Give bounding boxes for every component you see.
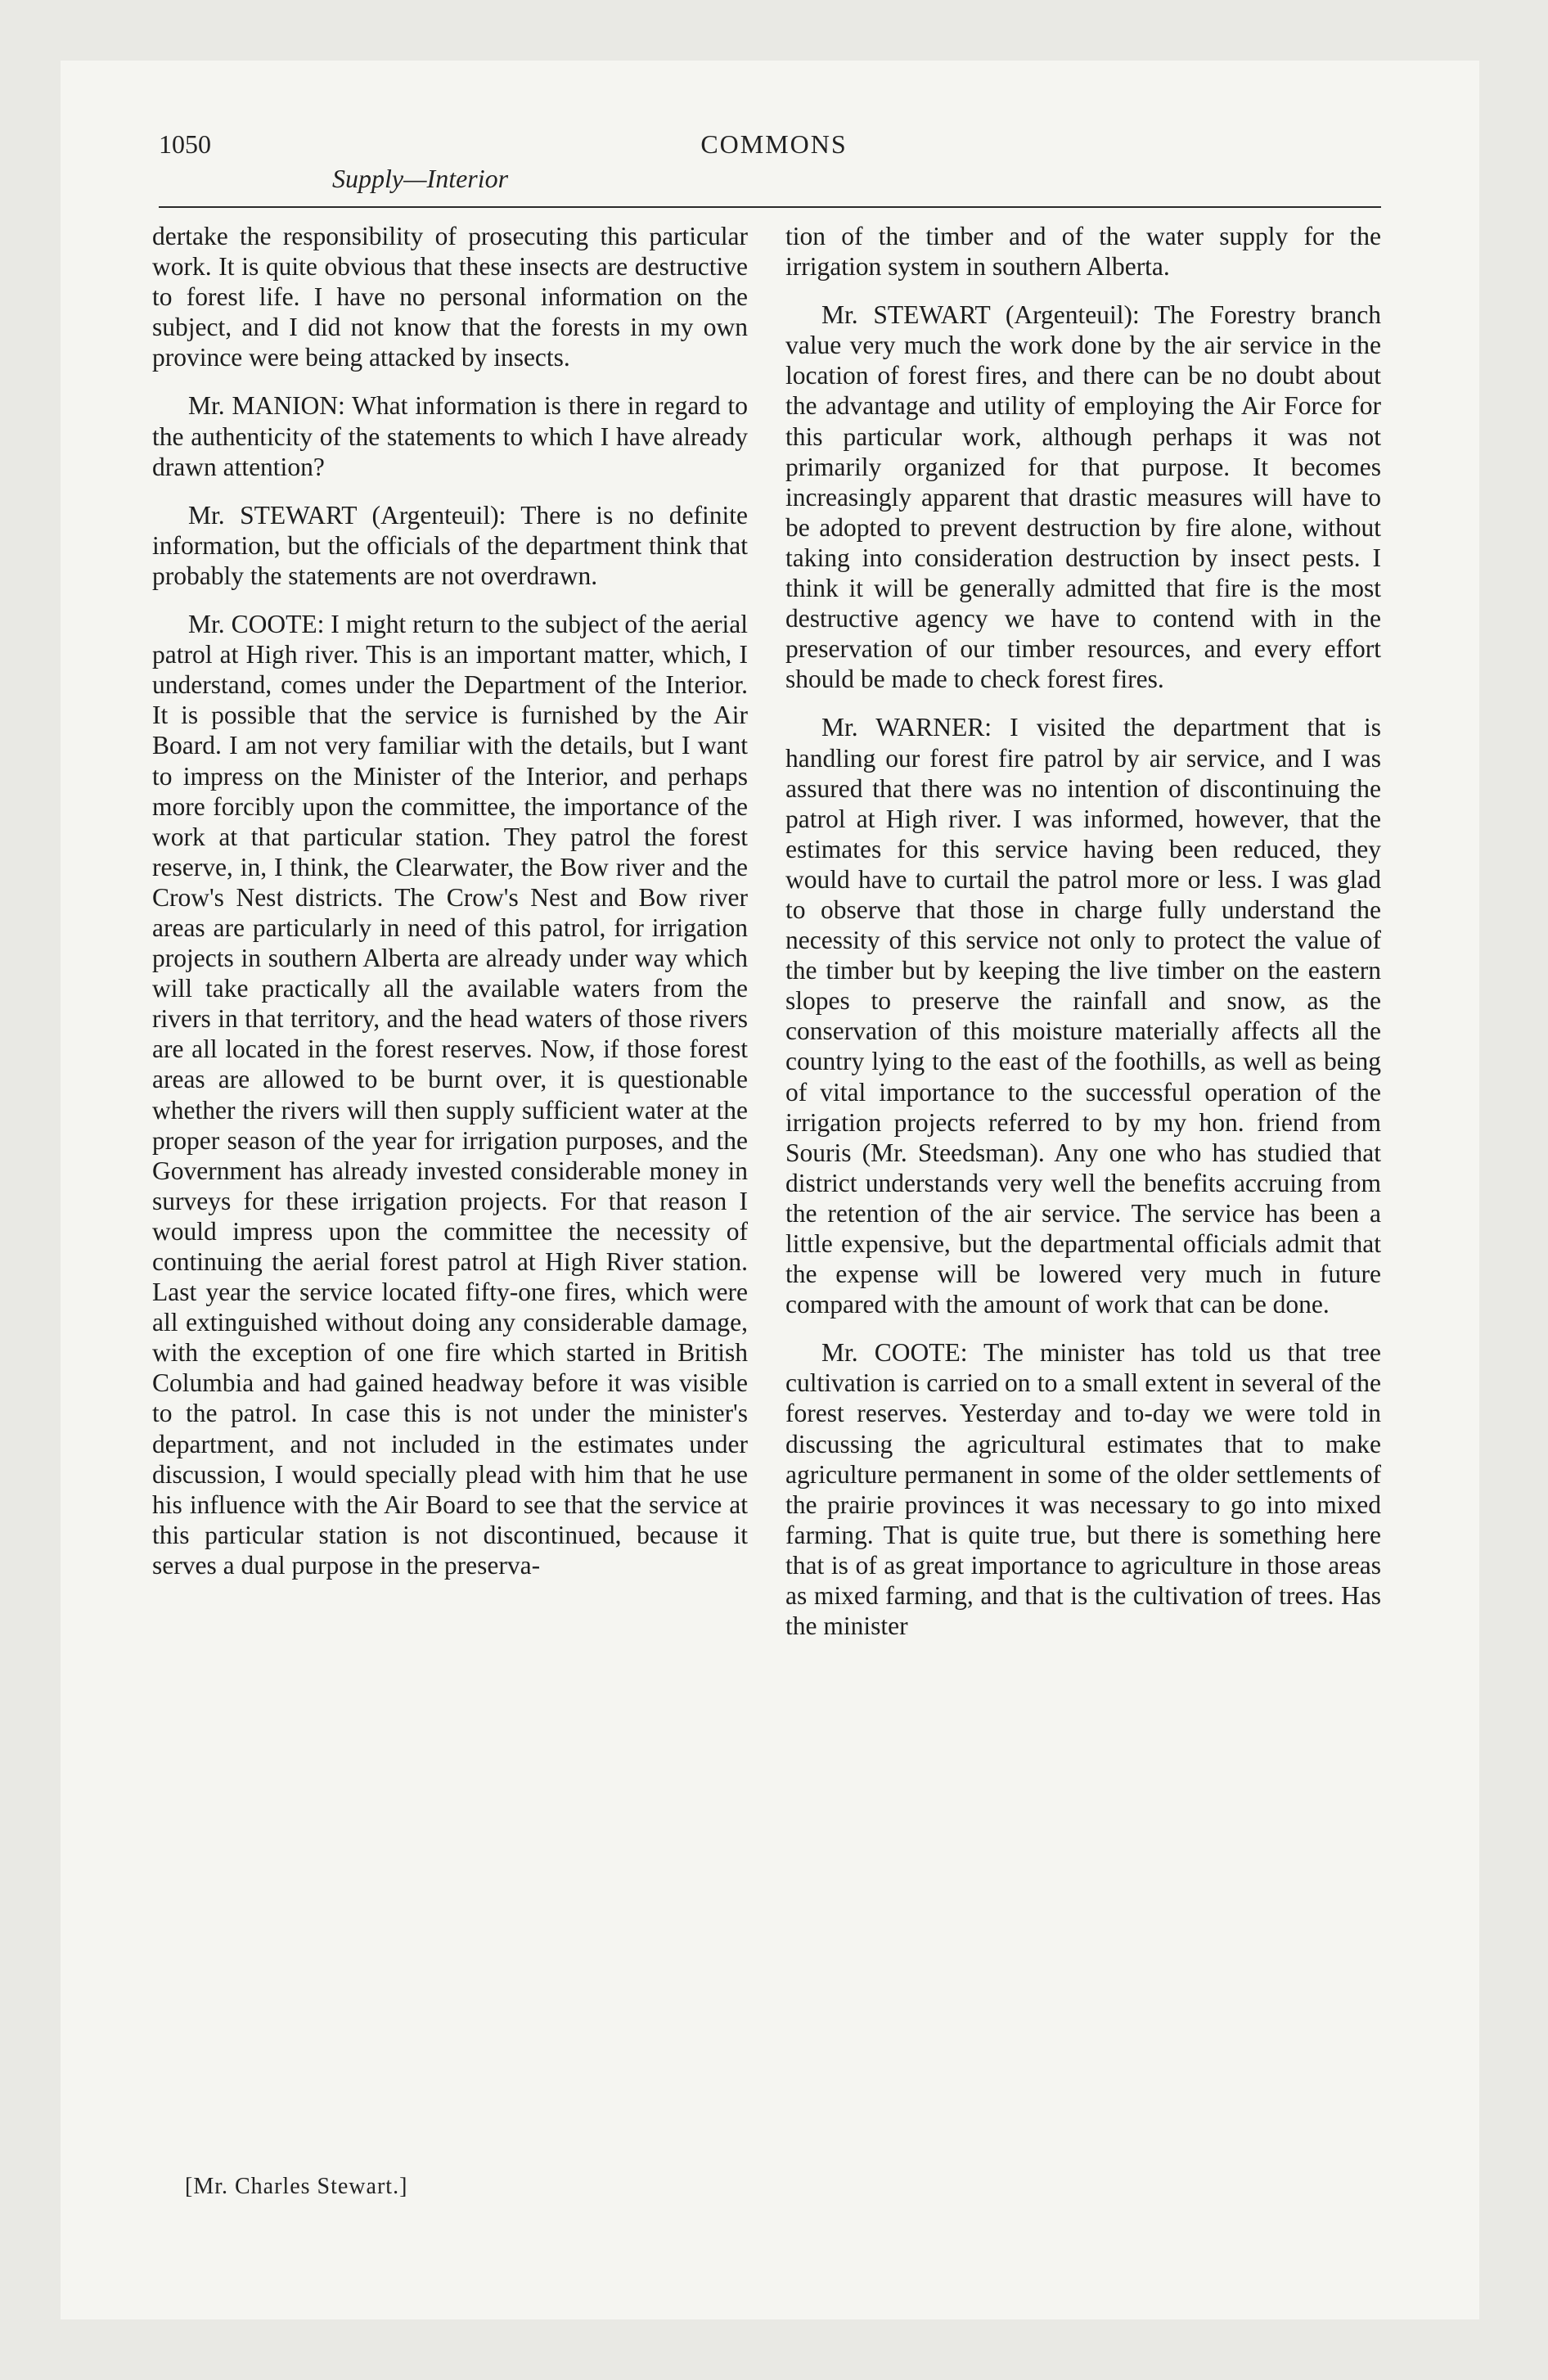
- paragraph: Mr. COOTE: The minister has told us that tree cultivation is carried on to a small extent in several of the forest reserves. Yesterday and to-day we were told in discussing the agricultural estimates that to make agriculture permanent in some of the older settlements of the prairie provinces it was necessary to go into mixed farming. That is quite true, but there is something here that is of as great importance to agriculture in those areas as mixed farming, and that is the cultivation of trees. Has the minister: [785, 1338, 1381, 1641]
- right-column: [785, 221, 1381, 1659]
- header-rule: [159, 206, 1381, 208]
- paragraph: Mr. STEWART (Argenteuil): The Forestry branch value very much the work done by the air service in the location of forest fires, and there can be no doubt about the advantage and utility of employing the Air Force for this particular work, although perhaps it was not primarily organized for that purpose. It becomes increasingly apparent that drastic measures will have to be adopted to prevent destruction by fire alone, without taking into consideration destruction by insect pests. I think it will be generally admitted that fire is the most destructive agency we have to contend with in the preservation of our timber resources, and every effort should be made to check forest fires.: [785, 300, 1381, 694]
- chamber-title: COMMONS: [700, 129, 848, 159]
- paragraph: Mr. WARNER: I visited the department that is handling our forest fire patrol by air service, and I was assured that there was no intention of discontinuing the patrol at High river. I was informed, however, that the estimates for this service having been reduced, they would have to curtail the patrol more or less. I was glad to observe that those in charge fully understand the necessity of this service not only to protect the value of the timber but by keeping the live timber on the eastern slopes to preserve the rainfall and snow, as the conservation of this moisture materially affects all the country lying to the east of the foothills, as well as being of vital importance to the successful operation of the irrigation projects referred to by my hon. friend from Souris (Mr. Steedsman). Any one who has studied that district understands very well the benefits accruing from the retention of the air service. The service has been a little expensive, but the departmental officials admit that the expense will be lowered very much in future compared with the amount of work that can be done.: [785, 713, 1381, 1319]
- left-column: [152, 221, 748, 1598]
- paragraph: tion of the timber and of the water supply for the irrigation system in southern Alberta.: [785, 222, 1381, 282]
- speaker-footnote: [Mr. Charles Stewart.]: [185, 2174, 408, 2199]
- paragraph: Mr. STEWART (Argenteuil): There is no definite information, but the officials of the department think that probably the statements are not overdrawn.: [152, 500, 748, 590]
- page-number: 1050: [159, 129, 211, 159]
- running-head: Supply—Interior: [332, 164, 509, 193]
- paragraph: Mr. MANION: What information is there in regard to the authenticity of the statements to which I have already drawn attention?: [152, 391, 748, 481]
- paragraph: dertake the responsibility of prosecuting this particular work. It is quite obvious that these insects are destructive to forest life. I have no personal information on the subject, and I did not know that the forests in my own province were being attacked by insects.: [152, 222, 748, 372]
- paragraph: Mr. COOTE: I might return to the subject of the aerial patrol at High river. This is an important matter, which, I understand, comes under the Department of the Interior. It is possible that the service is furnished by the Air Board. I am not very familiar with the details, but I want to impress on the Minister of the Interior, and perhaps more forcibly upon the committee, the importance of the work at that particular station. They patrol the forest reserve, in, I think, the Clearwater, the Bow river and the Crow's Nest districts. The Crow's Nest and Bow river areas are particularly in need of this patrol, for irrigation projects in southern Alberta are already under way which will take practically all the available waters from the rivers in that territory, and the head waters of those rivers are all located in the forest reserves. Now, if those forest areas are allowed to be burnt over, it is questionable whether the rivers will then supply sufficient water at the proper season of the year for irrigation purposes, and the Government has already invested considerable money in surveys for these irrigation projects. For that reason I would impress upon the committee the necessity of continuing the aerial forest patrol at High River station. Last year the service located fifty-one fires, which were all extinguished without doing any considerable damage, with the exception of one fire which started in British Columbia and had gained headway before it was visible to the patrol. In case this is not under the minister's department, and not included in the estimates under discussion, I would specially plead with him that he use his influence with the Air Board to see that the service at this particular station is not discontinued, because it serves a dual purpose in the preserva-: [152, 610, 748, 1580]
